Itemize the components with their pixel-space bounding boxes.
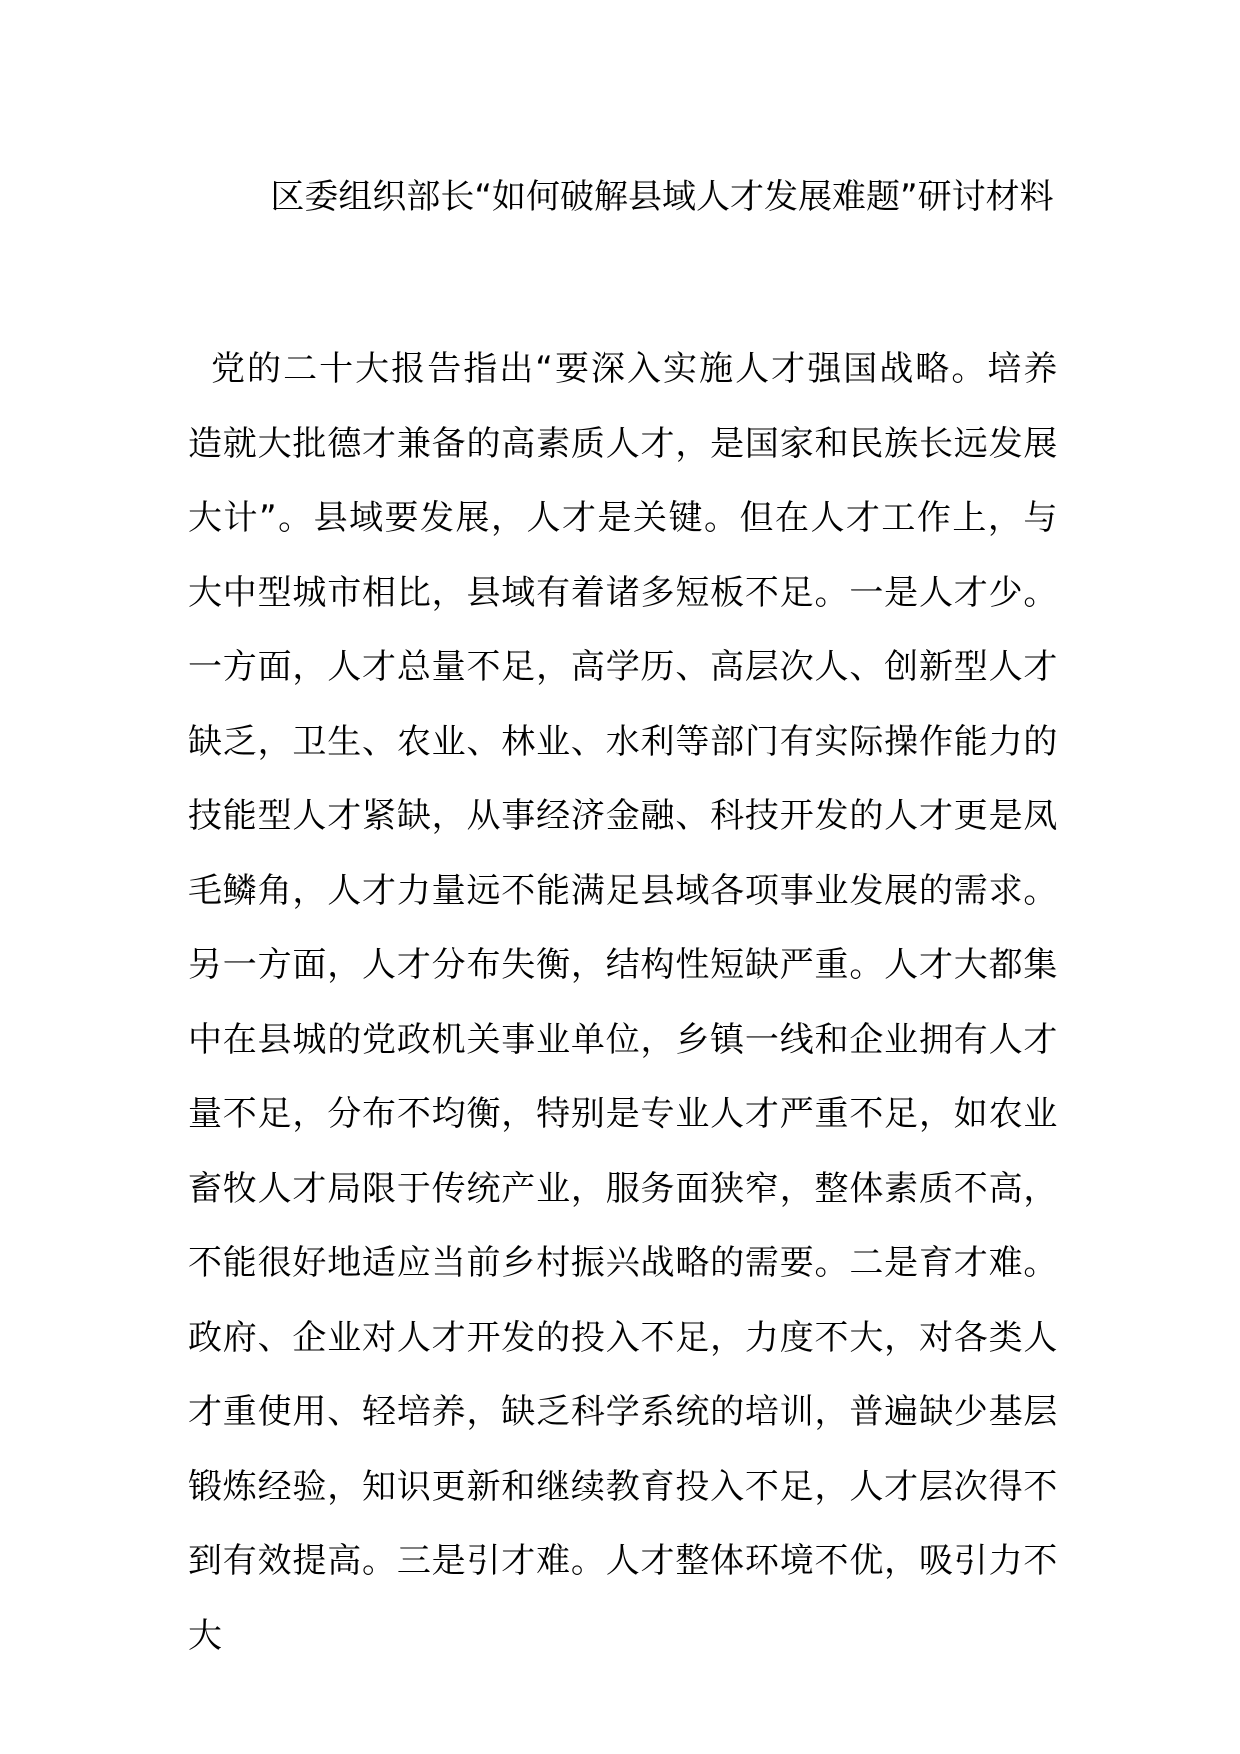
body-paragraph: 党的二十大报告指出“要深入实施人才强国战略。培养造就大批德才兼备的高素质人才，是国家和民族长远发展大计”。县域要发展，人才是关键。但在人才工作上，与大中型城市相比，县域有着诸多短板不足。一是人才少。一方面，人才总量不足，高学历、高层次人、创新型人才缺乏，卫生、农业、林业、水利等部门有实际操作能力的技能型人才紧缺，从事经济金融、科技开发的人才更是凤毛鳞角，人才力量远不能满足县域各项事业发展的需求。另一方面，人才分布失衡，结构性短缺严重。人才大都集中在县城的党政机关事业单位，乡镇一线和企业拥有人才量不足，分布不均衡，特别是专业人才严重不足，如农业畜牧人才局限于传统产业，服务面狭窄，整体素质不高，不能很好地适应当前乡村振兴战略的需要。二是育才难。政府、企业对人才开发的投入不足，力度不大，对各类人才重使用、轻培养，缺乏科学系统的培训，普遍缺少基层锻炼经验，知识更新和继续教育投入不足，人才层次得不到有效提高。三是引才难。人才整体环境不优，吸引力不大: [188, 349, 1058, 1656]
document-title: 区委组织部长“如何破解县域人才发展难题”研讨材料: [270, 177, 1054, 217]
